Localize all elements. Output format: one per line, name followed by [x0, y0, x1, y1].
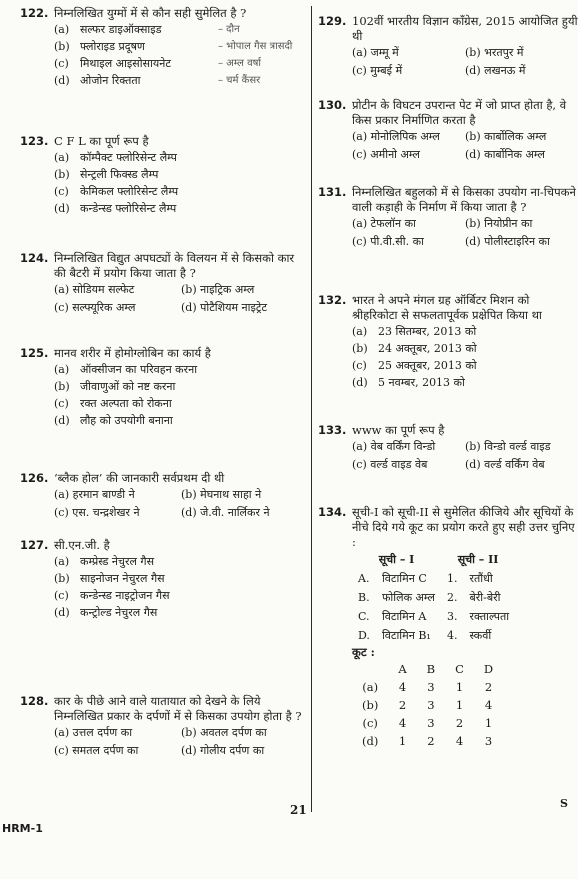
code-cell: 2 [427, 734, 435, 748]
option-text: (d) कार्बोनिक अम्ल [465, 148, 545, 161]
option-text: (b) नियोप्रीन का [465, 217, 533, 230]
code-cell: 3 [484, 734, 493, 748]
question-text: निम्नलिखित विद्युत अपघट्यों के विलयन में से किसको कार की बैटरी में प्रयोग किया जाता है ? [54, 251, 295, 280]
code-cell: 1 [484, 716, 493, 730]
question-130 [318, 98, 578, 164]
question-126 [20, 471, 308, 522]
option-pair-row [352, 62, 578, 80]
match-cell: 3. [447, 610, 458, 623]
question-number: 133. [318, 423, 347, 437]
option-row [54, 604, 308, 621]
right-column [318, 0, 578, 879]
option-text: (a) जम्मू में [352, 46, 399, 59]
option-text: साइनोजन नेचुरल गैस [80, 572, 165, 585]
question-line [318, 423, 578, 438]
option-text: (c) वर्ल्ड वाइड वेब [352, 458, 428, 471]
option-row [54, 412, 308, 429]
question-number: 128. [20, 694, 49, 708]
option-text: (d) पोलीस्टाइरिन का [465, 235, 550, 248]
option-row [54, 587, 308, 604]
option-label: (d) [352, 376, 368, 389]
question-line [20, 134, 308, 149]
option-text: (d) लखनऊ में [465, 64, 526, 77]
match-header-row [352, 550, 515, 569]
match-table [352, 550, 515, 645]
question-line [318, 293, 578, 323]
code-cell: (c) [362, 716, 378, 730]
option-label: (b) [54, 168, 70, 181]
option-pair-row [54, 281, 308, 299]
option-text: (b) नाइट्रिक अम्ल [181, 283, 255, 296]
question-number: 126. [20, 471, 49, 485]
match-row [352, 569, 515, 588]
question-text: मानव शरीर में होमोग्लोबिन का कार्य है [54, 346, 211, 360]
option-label: (a) [352, 325, 368, 338]
option-row [352, 374, 578, 391]
code-row [352, 732, 503, 750]
option-text: (a) वेब वर्किंग विन्डो [352, 440, 436, 453]
option-text: रक्त अल्पता को रोकना [80, 397, 172, 410]
code-cell: 1 [455, 680, 464, 694]
match-cell: फोलिक अम्ल [381, 591, 436, 604]
option-text: ओजोन रिक्तता [80, 74, 141, 87]
option-label: (a) [54, 23, 70, 36]
option-text: (c) एस. चन्द्रशेखर ने [54, 506, 140, 519]
question-number: 122. [20, 6, 49, 20]
code-header-cell: A [398, 662, 407, 676]
match-cell: D. [358, 629, 370, 642]
option-label: (b) [352, 342, 368, 355]
question-number: 127. [20, 538, 49, 552]
option-match-note: – अम्ल वर्षा [218, 58, 262, 69]
code-cell: 1 [455, 698, 464, 712]
match-cell: 4. [447, 629, 458, 642]
code-cell: 3 [427, 680, 435, 694]
option-label: (b) [54, 380, 70, 393]
option-text: 24 अक्तूबर, 2013 को [378, 342, 477, 355]
option-row [54, 21, 308, 38]
question-128 [20, 694, 308, 760]
option-pair-row [54, 486, 308, 504]
question-line [318, 98, 578, 128]
code-block [352, 660, 578, 750]
option-row [352, 357, 578, 374]
code-cell: 3 [427, 716, 435, 730]
option-row [54, 183, 308, 200]
option-row [54, 378, 308, 395]
option-text: सेन्ट्रली फिक्स्ड लैम्प [80, 168, 159, 181]
question-line [20, 694, 308, 724]
left-column [20, 0, 308, 879]
code-cell: (d) [362, 734, 379, 748]
option-text: (a) हरमान बाण्डी ने [54, 488, 135, 501]
option-text: (c) पी.वी.सी. का [352, 235, 424, 248]
option-text: (a) उत्तल दर्पण का [54, 726, 133, 739]
match-cell: B. [358, 591, 370, 604]
question-text: www का पूर्ण रूप है [352, 423, 445, 437]
option-text: कन्डेन्स्ड नाइट्रोजन गैस [80, 589, 170, 602]
option-text: कन्डेन्स्ड फ्लोरिसेन्ट लैम्प [80, 202, 177, 215]
option-text: (a) टेफलॉन का [352, 217, 416, 230]
option-pair-row [352, 233, 578, 251]
code-cell: 4 [398, 716, 407, 730]
code-cell: (a) [362, 680, 379, 694]
option-label: (d) [54, 414, 70, 427]
option-text: फ्लोराइड प्रदूषण [80, 40, 145, 53]
option-text: 25 अक्तूबर, 2013 को [378, 359, 477, 372]
question-text: सी.एन.जी. है [54, 538, 110, 552]
option-label: (c) [54, 589, 69, 602]
code-header-cell: B [426, 662, 436, 676]
question-line [20, 6, 308, 21]
option-label: (a) [54, 363, 70, 376]
question-line [318, 185, 578, 215]
code-header-cell: C [455, 662, 464, 676]
match-cell: विटामिन A [381, 610, 427, 623]
match-cell: रक्ताल्पता [469, 610, 510, 623]
option-row [54, 38, 308, 55]
option-pair-row [352, 44, 578, 62]
question-123 [20, 134, 308, 217]
match-cell: रतौंधी [469, 572, 493, 585]
question-text: प्रोटीन के विघटन उपरान्त पेट में जो प्राप्त होता है, वे किस प्रकार निर्माणित करता है [352, 98, 567, 127]
question-line [20, 471, 308, 486]
match-cell: विटामिन C [381, 572, 427, 585]
option-pair-row [352, 438, 578, 456]
option-label: (c) [54, 397, 69, 410]
question-text: सूची-I को सूची-II से सुमेलित कीजिये और सूचियों के नीचे दिये गये कूट का प्रयोग करते हुए सही उत्तर चुनिए : [352, 505, 575, 549]
match-cell: स्कर्वी [469, 629, 492, 642]
question-132 [318, 293, 578, 391]
match-cell: विटामिन B₁ [381, 629, 431, 642]
option-row [54, 166, 308, 183]
question-122 [20, 6, 308, 89]
match-row [352, 588, 515, 607]
option-text: कॉम्पैक्ट फ्लोरिसेन्ट लैम्प [80, 151, 177, 164]
option-text: (d) जे.वी. नार्लिकर ने [181, 506, 270, 519]
question-number: 125. [20, 346, 49, 360]
option-label: (d) [54, 74, 70, 87]
question-127 [20, 538, 308, 621]
option-label: (d) [54, 606, 70, 619]
question-text: 102वीं भारतीय विज्ञान काँग्रेस, 2015 आयोजित हुयी थी [352, 14, 578, 43]
question-133 [318, 423, 578, 474]
question-text: C F L का पूर्ण रूप है [54, 134, 149, 148]
option-row [54, 149, 308, 166]
option-match-note: – चर्म कैंसर [218, 75, 261, 86]
option-text: मिथाइल आइसोसायनेट [80, 57, 171, 70]
question-number: 129. [318, 14, 347, 28]
question-line [318, 505, 578, 550]
code-cell: 4 [398, 680, 407, 694]
option-text: (b) कार्बोलिक अम्ल [465, 130, 547, 143]
option-text: ऑक्सीजन का परिवहन करना [80, 363, 198, 376]
option-text: (c) मुम्बई में [352, 64, 403, 77]
booklet-code: HRM-1 [2, 822, 43, 835]
option-pair-row [352, 456, 578, 474]
option-label: (d) [54, 202, 70, 215]
option-row [54, 553, 308, 570]
option-pair-row [352, 215, 578, 233]
option-label: (b) [54, 40, 70, 53]
match-cell: A. [358, 572, 370, 585]
option-pair-row [54, 742, 308, 760]
question-131 [318, 185, 578, 251]
question-number: 130. [318, 98, 347, 112]
option-label: (c) [54, 57, 69, 70]
question-129 [318, 14, 578, 80]
option-pair-row [352, 146, 578, 164]
match-cell: C. [358, 610, 370, 623]
code-label: कूट : [352, 645, 375, 659]
option-pair-row [352, 128, 578, 146]
question-text: निम्नलिखित बहुलको में से किसका उपयोग ना-चिपकने वाली कड़ाही के निर्माण में किया जाता है ? [352, 185, 576, 214]
list2-heading: सूची – II [457, 553, 499, 566]
question-text: भारत ने अपने मंगल ग्रह ऑर्बिटर मिशन को श्रीहरिकोटा से सफलतापूर्वक प्रक्षेपित किया था [352, 293, 542, 322]
code-cell: 4 [455, 734, 464, 748]
side-mark: S [560, 797, 568, 810]
code-cell: 2 [455, 716, 464, 730]
question-134 [318, 505, 578, 750]
question-line [20, 538, 308, 553]
list1-heading: सूची – I [378, 553, 415, 566]
option-row [352, 323, 578, 340]
match-row [352, 626, 515, 645]
option-text: 23 सितम्बर, 2013 को [378, 325, 477, 338]
option-row [54, 200, 308, 217]
option-text: 5 नवम्बर, 2013 को [378, 376, 465, 389]
code-cell: 4 [484, 698, 493, 712]
match-row [352, 607, 515, 626]
option-text: कम्प्रेस्ड नेचुरल गैस [80, 555, 155, 568]
match-lists [352, 550, 578, 645]
column-divider [311, 6, 312, 812]
option-text: (d) गोलीय दर्पण का [181, 744, 265, 757]
code-cell: 3 [427, 698, 435, 712]
code-row [352, 714, 503, 732]
option-text: (d) वर्ल्ड वर्किंग वेब [465, 458, 545, 471]
option-row [54, 570, 308, 587]
option-row [54, 72, 308, 89]
code-table [352, 660, 503, 750]
option-pair-row [54, 504, 308, 522]
option-text: (b) भरतपुर में [465, 46, 524, 59]
question-text: निम्नलिखित युग्मों में से कौन सही सुमेलित है ? [54, 6, 247, 20]
option-label: (a) [54, 151, 70, 164]
code-cell: 2 [484, 680, 493, 694]
option-label: (a) [54, 555, 70, 568]
option-text: (c) अमीनो अम्ल [352, 148, 421, 161]
option-row [54, 55, 308, 72]
option-row [352, 340, 578, 357]
match-cell: बेरी-बेरी [469, 591, 501, 604]
question-124 [20, 251, 308, 317]
question-text: ‘ब्लैक होल’ की जानकारी सर्वप्रथम दी थी [54, 471, 225, 485]
option-row [54, 395, 308, 412]
code-row [352, 678, 503, 696]
question-number: 123. [20, 134, 49, 148]
option-text: (c) सल्फ्यूरिक अम्ल [54, 301, 136, 314]
question-number: 132. [318, 293, 347, 307]
option-text: (a) मोनोलिपिक अम्ल [352, 130, 440, 143]
code-cell: (b) [362, 698, 379, 712]
option-row [54, 361, 308, 378]
question-line [318, 14, 578, 44]
option-text: (c) समतल दर्पण का [54, 744, 139, 757]
question-number: 124. [20, 251, 49, 265]
option-text: लौह को उपयोगी बनाना [80, 414, 173, 427]
option-match-note: – भोपाल गैस त्रासदी [218, 41, 293, 52]
option-label: (b) [54, 572, 70, 585]
option-text: (b) अवतल दर्पण का [181, 726, 267, 739]
option-pair-row [54, 299, 308, 317]
option-match-note: – दौन [218, 24, 240, 35]
option-text: (d) पोटैशियम नाइट्रेट [181, 301, 267, 314]
code-cell: 2 [398, 698, 407, 712]
page-number: 21 [290, 803, 307, 817]
code-row [352, 696, 503, 714]
option-label: (c) [54, 185, 69, 198]
option-label: (c) [352, 359, 367, 372]
option-pair-row [54, 724, 308, 742]
option-text: केमिकल फ्लोरिसेन्ट लैम्प [80, 185, 179, 198]
match-cell: 2. [447, 591, 458, 604]
code-header-cell [352, 660, 388, 678]
option-text: (a) सोडियम सल्फेट [54, 283, 135, 296]
option-text: (b) विन्डो वर्ल्ड वाइड [465, 440, 551, 453]
question-line [20, 346, 308, 361]
question-text: कार के पीछे आने वाले यातायात को देखने के लिये निम्नलिखित प्रकार के दर्पणों में से किसका उपयोग होता है ? [54, 694, 302, 723]
code-cell: 1 [398, 734, 407, 748]
question-number: 134. [318, 505, 347, 519]
option-text: जीवाणुओं को नष्ट करना [80, 380, 176, 393]
code-header-row [352, 660, 503, 678]
question-number: 131. [318, 185, 347, 199]
match-cell: 1. [447, 572, 458, 585]
option-text: (b) मेघनाथ साहा ने [181, 488, 262, 501]
option-text: सल्फर डाइऑक्साइड [80, 23, 162, 36]
code-header-cell: D [483, 662, 494, 676]
option-text: कन्ट्रोल्ड नेचुरल गैस [80, 606, 158, 619]
question-125 [20, 346, 308, 429]
question-line [20, 251, 308, 281]
